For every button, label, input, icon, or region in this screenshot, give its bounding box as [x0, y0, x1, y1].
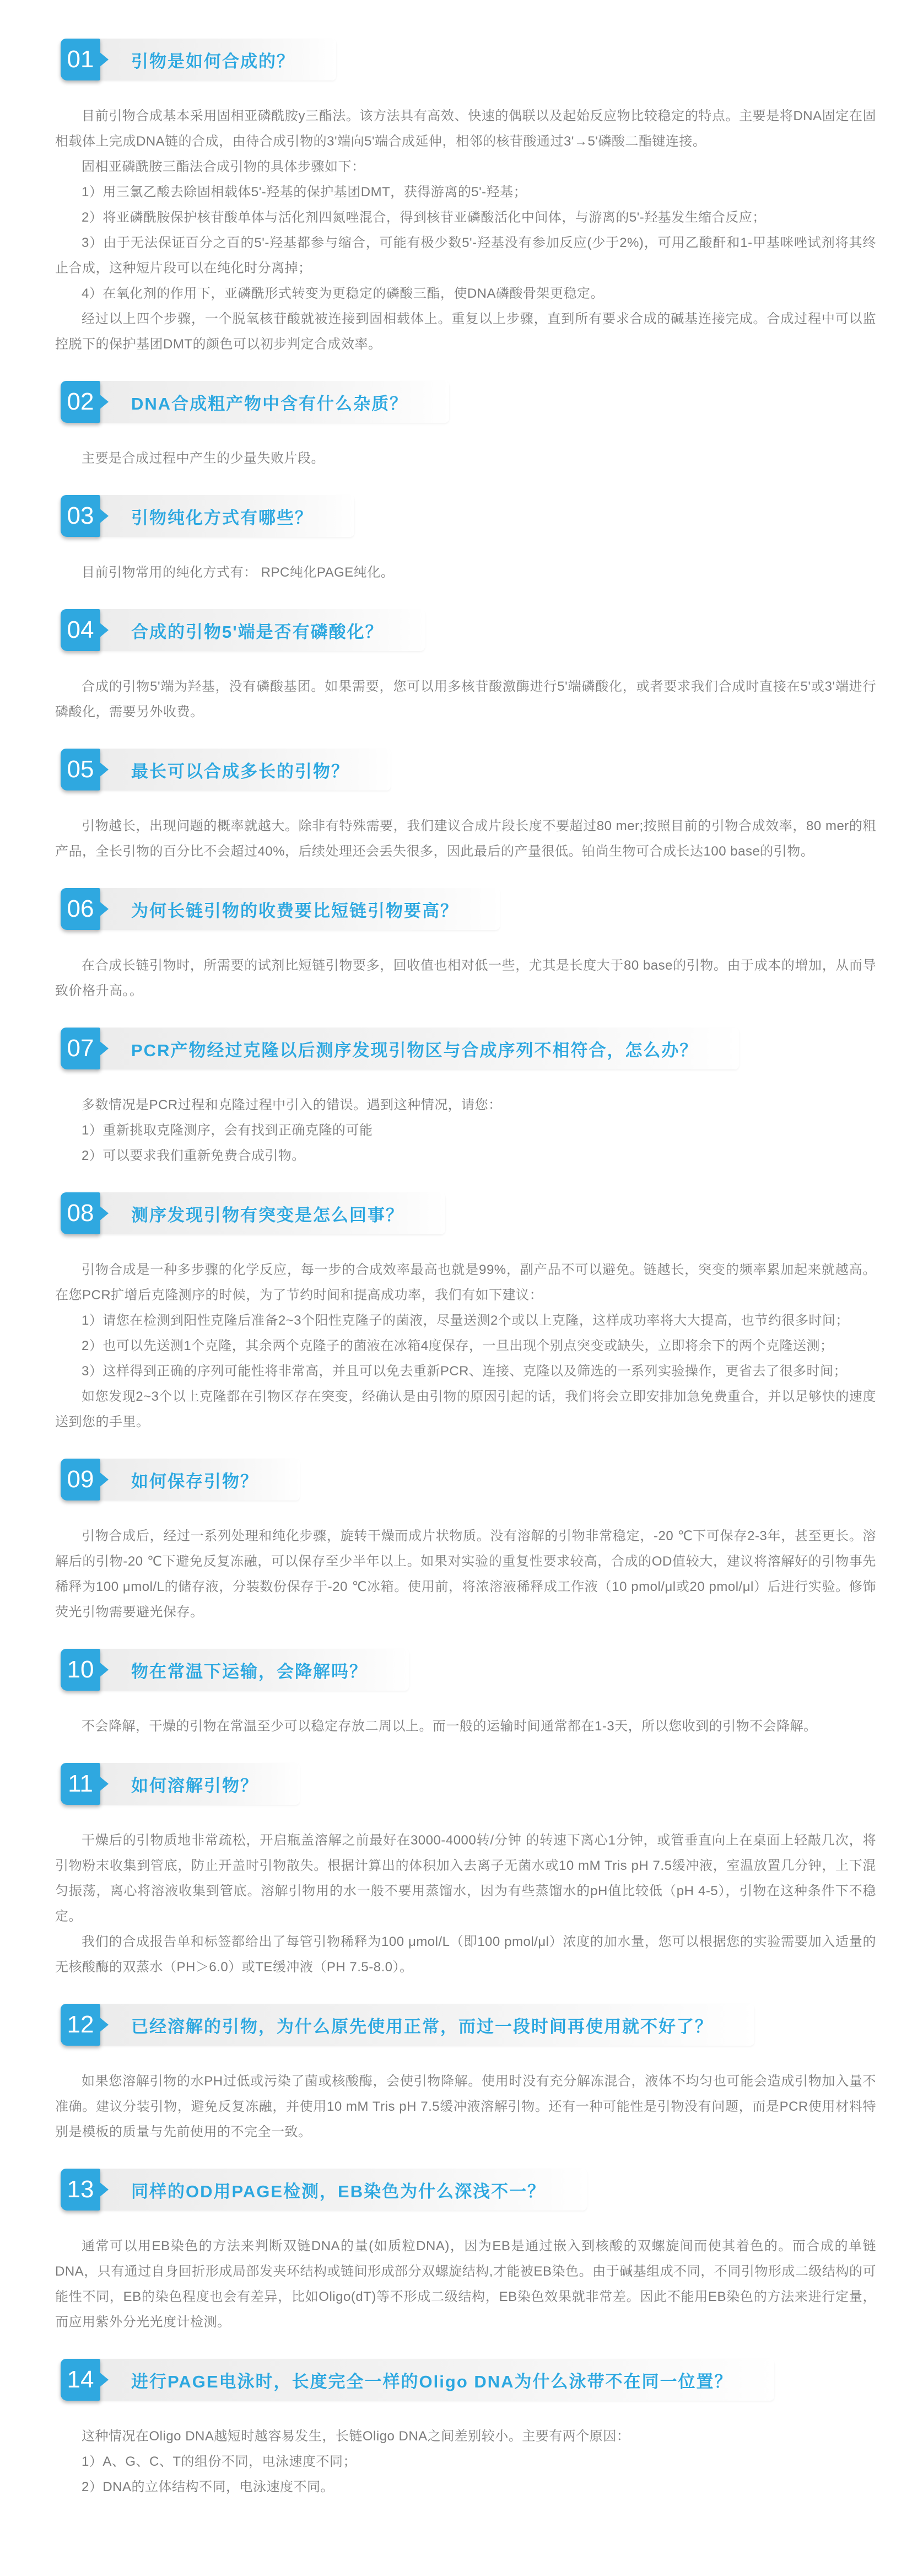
- question-header: [61, 495, 923, 537]
- question-number-badge: [61, 2169, 100, 2211]
- question-title: 为何长链引物的收费要比短链引物要高？: [131, 901, 458, 921]
- answer-paragraph: 我们的合成报告单和标签都给出了每管引物稀释为100 μmol/L（即100 pmol/μl）浓度的加水量，您可以根据您的实验需要加入适量的无核酸酶的双蒸水（PH＞6.0）或TE缓冲液（PH 7.5-8.0）。: [55, 1934, 876, 1975]
- answer-paragraph: 多数情况是PCR过程和克隆过程中引入的错误。遇到这种情况，请您：: [82, 1098, 502, 1112]
- question-bar: [94, 39, 336, 80]
- arrow-right-icon: [99, 1041, 109, 1056]
- answer-paragraph: 合成的引物5'端为羟基，没有磷酸基团。如果需要，您可以用多核苷酸激酶进行5'端磷酸化，或者要求我们合成时直接在5'或3'端进行磷酸化，需要另外收费。: [55, 679, 876, 719]
- question-bar: [94, 749, 391, 790]
- answer-paragraph: 4）在氧化剂的作用下，亚磷酰形式转变为更稳定的磷酸三酯，使DNA磷酸骨架更稳定。: [82, 286, 604, 301]
- answer-block: [55, 560, 876, 585]
- answer-paragraph: 主要是合成过程中产生的少量失败片段。: [82, 451, 325, 466]
- answer-block: [55, 2069, 876, 2145]
- question-bar: [94, 2169, 587, 2211]
- faq-item: [0, 1192, 923, 1435]
- faq-item: [0, 749, 923, 864]
- arrow-right-icon: [99, 394, 109, 410]
- answer-block: [55, 674, 876, 725]
- question-number-badge: [61, 381, 100, 423]
- faq-item: [0, 609, 923, 725]
- faq-item: [0, 1763, 923, 1980]
- answer-paragraph: 引物合成后，经过一系列处理和纯化步骤，旋转干燥而成片状物质。没有溶解的引物非常稳定，-20 ℃下可保存2-3年，甚至更长。溶解后的引物-20 ℃下避免反复冻融，可以保存至少半年以上。如果对实验的重复性要求较高，合成的OD值较大，建议将溶解好的引物事先稀释为100 μmol/L的储存液，分装数份保存于-20 ℃冰箱。使用前，将浓溶液稀释成工作液（10 pmol/μl或20 pmol/μl）后进行实验。修饰荧光引物需要避光保存。: [55, 1529, 876, 1620]
- answer-paragraph: 固相亚磷酰胺三酯法合成引物的具体步骤如下：: [82, 159, 365, 174]
- answer-paragraph: 3）由于无法保证百分之百的5'-羟基都参与缩合，可能有极少数5'-羟基没有参加反应(少于2%)，可用乙酸酐和1-甲基咪唑试剂将其终止合成，这种短片段可以在纯化时分离掉；: [55, 235, 876, 276]
- answer-paragraph: 这种情况在Oligo DNA越短时越容易发生，长链Oligo DNA之间差别较小。主要有两个原因：: [82, 2429, 630, 2444]
- question-header: [61, 2169, 923, 2211]
- arrow-right-icon: [99, 2372, 109, 2387]
- faq-item: [0, 381, 923, 471]
- answer-paragraph: 经过以上四个步骤，一个脱氧核苷酸就被连接到固相载体上。重复以上步骤，直到所有要求合成的碱基连接完成。合成过程中可以监控脱下的保护基团DMT的颜色可以初步判定合成效率。: [55, 311, 876, 352]
- answer-paragraph: 1）重新挑取克隆测序，会有找到正确克隆的可能: [82, 1123, 373, 1138]
- question-number-badge: [61, 609, 100, 651]
- answer-block: [55, 1714, 876, 1739]
- arrow-right-icon: [99, 2182, 109, 2197]
- question-header: [61, 2359, 923, 2401]
- question-bar: [94, 1459, 300, 1501]
- question-header: [61, 609, 923, 651]
- answer-block: [55, 104, 876, 357]
- question-title: DNA合成粗产物中含有什么杂质？: [131, 394, 408, 413]
- question-number-badge: [61, 1192, 100, 1234]
- question-header: [61, 381, 923, 423]
- faq-item: [0, 2359, 923, 2500]
- arrow-right-icon: [99, 2017, 109, 2032]
- answer-paragraph: 干燥后的引物质地非常疏松，开启瓶盖溶解之前最好在3000-4000转/分钟 的转速下离心1分钟，或管垂直向上在桌面上轻敲几次，将引物粉末收集到管底，防止开盖时引物散失。根据计算出的体积加入去离子无菌水或10 mM Tris pH 7.5缓冲液，室温放置几分钟，上下混匀振荡，离心将溶液收集到管底。溶解引物用的水一般不要用蒸馏水，因为有些蒸馏水的pH值比较低（pH 4-5），引物在这种条件下不稳定。: [55, 1833, 876, 1924]
- arrow-right-icon: [99, 1662, 109, 1677]
- question-number: 13: [67, 2176, 94, 2203]
- answer-paragraph: 1）请您在检测到阳性克隆后准备2~3个阳性克隆子的菌液，尽量送测2个或以上克隆，这样成功率将大大提高，也节约很多时间；: [82, 1313, 849, 1328]
- answer-paragraph: 2）可以要求我们重新免费合成引物。: [82, 1148, 305, 1163]
- question-number: 03: [67, 502, 94, 529]
- arrow-right-icon: [99, 1206, 109, 1221]
- answer-paragraph: 如果您溶解引物的水PH过低或污染了菌或核酸酶，会使引物降解。使用时没有充分解冻混合，液体不均匀也可能会造成引物加入量不准确。建议分装引物，避免反复冻融，并使用10 mM Tris pH 7.5缓冲液溶解引物。还有一种可能性是引物没有问题，而是PCR使用材料特别是模板的质量与先前使用的不完全一致。: [55, 2074, 876, 2139]
- question-number: 05: [67, 756, 94, 783]
- question-title: 进行PAGE电泳时，长度完全一样的Oligo DNA为什么泳带不在同一位置？: [131, 2371, 733, 2391]
- question-number-badge: [61, 2004, 100, 2046]
- question-title: 同样的OD用PAGE检测，EB染色为什么深浅不一？: [131, 2181, 546, 2201]
- question-title: 引物是如何合成的？: [131, 51, 295, 71]
- arrow-right-icon: [99, 52, 109, 67]
- answer-block: [55, 2424, 876, 2500]
- answer-block: [55, 953, 876, 1004]
- question-title: 物在常温下运输，会降解吗？: [131, 1661, 368, 1681]
- answer-paragraph: 2）将亚磷酰胺保护核苷酸单体与活化剂四氮唑混合，得到核苷亚磷酸活化中间体，与游离的5'-羟基发生缩合反应；: [82, 210, 766, 225]
- arrow-right-icon: [99, 1472, 109, 1487]
- answer-paragraph: 3）这样得到正确的序列可能性将非常高，并且可以免去重新PCR、连接、克隆以及筛选的一系列实验操作，更省去了很多时间；: [82, 1364, 848, 1379]
- question-bar: [94, 609, 425, 651]
- question-number: 11: [68, 1770, 93, 1797]
- arrow-right-icon: [99, 622, 109, 638]
- answer-paragraph: 目前引物常用的纯化方式有： RPC纯化PAGE纯化。: [82, 565, 395, 580]
- answer-block: [55, 814, 876, 864]
- faq-item: [0, 2004, 923, 2145]
- question-number-badge: [61, 39, 100, 80]
- answer-paragraph: 2）也可以先送测1个克隆，其余两个克隆子的菌液在冰箱4度保存，一旦出现个别点突变或缺失，立即将余下的两个克隆送测；: [82, 1338, 834, 1353]
- question-bar: [94, 2359, 774, 2401]
- question-number: 12: [67, 2011, 94, 2038]
- faq-item: [0, 1649, 923, 1739]
- question-bar: [94, 2004, 754, 2046]
- answer-paragraph: 2）DNA的立体结构不同，电泳速度不同。: [82, 2480, 334, 2494]
- question-number-badge: [61, 1649, 100, 1691]
- faq-item: [0, 888, 923, 1004]
- question-title: 如何保存引物？: [131, 1471, 258, 1491]
- question-title: 测序发现引物有突变是怎么回事？: [131, 1205, 404, 1225]
- arrow-right-icon: [99, 508, 109, 524]
- question-number: 06: [67, 895, 94, 922]
- question-header: [61, 1763, 923, 1805]
- question-header: [61, 1192, 923, 1234]
- answer-block: [55, 1828, 876, 1980]
- answer-block: [55, 2234, 876, 2335]
- question-number-badge: [61, 1028, 100, 1069]
- answer-paragraph: 引物合成是一种多步骤的化学反应，每一步的合成效率最高也就是99%，副产品不可以避免。链越长，突变的频率累加起来就越高。在您PCR扩增后克隆测序的时候，为了节约时间和提高成功率，我们有如下建议：: [55, 1262, 876, 1303]
- question-bar: [94, 1649, 409, 1691]
- question-title: PCR产物经过克隆以后测序发现引物区与合成序列不相符合，怎么办？: [131, 1040, 698, 1060]
- answer-paragraph: 1）A、G、C、T的组份不同，电泳速度不同；: [82, 2454, 357, 2469]
- answer-paragraph: 通常可以用EB染色的方法来判断双链DNA的量(如质粒DNA)，因为EB是通过嵌入到核酸的双螺旋间而使其着色的。而合成的单链DNA，只有通过自身回折形成局部发夹环结构或链间形成部分双螺旋结构,才能被EB染色。由于碱基组成不同，不同引物形成二级结构的可能性不同，EB的染色程度也会有差异，比如Oligo(dT)等不形成二级结构，EB染色效果就非常差。因此不能用EB染色的方法来进行定量，而应用紫外分光光度计检测。: [55, 2239, 876, 2330]
- answer-block: [55, 446, 876, 471]
- question-title: 引物纯化方式有哪些？: [131, 508, 313, 528]
- question-title: 合成的引物5'端是否有磷酸化？: [131, 622, 384, 642]
- answer-paragraph: 在合成长链引物时，所需要的试剂比短链引物要多，回收值也相对低一些，尤其是长度大于80 base的引物。由于成本的增加，从而导致价格升高。。: [55, 958, 876, 998]
- question-bar: [94, 495, 354, 537]
- answer-paragraph: 引物越长，出现问题的概率就越大。除非有特殊需要，我们建议合成片段长度不要超过80 mer;按照目前的引物合成效率，80 mer的粗产品，全长引物的百分比不会超过40%，后续处理还会丢失很多，因此最后的产量很低。铂尚生物可合成长达100 base的引物。: [55, 819, 876, 859]
- question-header: [61, 1459, 923, 1501]
- question-title: 如何溶解引物？: [131, 1776, 258, 1795]
- question-title: 已经溶解的引物，为什么原先使用正常，而过一段时间再使用就不好了？: [131, 2016, 713, 2036]
- question-number-badge: [61, 1763, 100, 1805]
- question-number: 07: [67, 1035, 94, 1062]
- question-header: [61, 2004, 923, 2046]
- question-bar: [94, 888, 500, 930]
- question-title: 最长可以合成多长的引物？: [131, 761, 349, 781]
- question-number-badge: [61, 495, 100, 537]
- question-number-badge: [61, 888, 100, 930]
- question-number-badge: [61, 749, 100, 790]
- question-number-badge: [61, 2359, 100, 2401]
- faq-item: [0, 1459, 923, 1625]
- question-bar: [94, 1763, 300, 1805]
- faq-item: [0, 1028, 923, 1169]
- question-header: [61, 749, 923, 790]
- question-bar: [94, 1192, 445, 1234]
- question-number: 01: [67, 46, 94, 73]
- arrow-right-icon: [99, 762, 109, 777]
- question-number: 08: [67, 1200, 94, 1227]
- answer-paragraph: 不会降解，干燥的引物在常温至少可以稳定存放二周以上。而一般的运输时间通常都在1-3天，所以您收到的引物不会降解。: [82, 1719, 817, 1734]
- faq-item: [0, 39, 923, 357]
- faq-list: [0, 39, 923, 2500]
- question-number: 09: [67, 1466, 94, 1493]
- question-bar: [94, 381, 449, 423]
- answer-paragraph: 如您发现2~3个以上克隆都在引物区存在突变，经确认是由引物的原因引起的话，我们将会立即安排加急免费重合，并以足够快的速度送到您的手里。: [55, 1389, 876, 1429]
- faq-item: [0, 495, 923, 585]
- arrow-right-icon: [99, 901, 109, 917]
- question-number: 14: [67, 2366, 94, 2393]
- question-bar: [94, 1028, 739, 1069]
- arrow-right-icon: [99, 1776, 109, 1792]
- question-header: [61, 1028, 923, 1069]
- question-number: 10: [67, 1656, 94, 1683]
- question-number: 04: [67, 616, 94, 643]
- question-number: 02: [67, 388, 94, 415]
- answer-block: [55, 1093, 876, 1169]
- answer-block: [55, 1257, 876, 1435]
- answer-block: [55, 1524, 876, 1625]
- answer-paragraph: 目前引物合成基本采用固相亚磷酰胺y三酯法。该方法具有高效、快速的偶联以及起始反应物比较稳定的特点。主要是将DNA固定在固相载体上完成DNA链的合成，由待合成引物的3'端向5'端合成延伸，相邻的核苷酸通过3'→5'磷酸二酯键连接。: [55, 109, 876, 149]
- question-number-badge: [61, 1459, 100, 1501]
- question-header: [61, 888, 923, 930]
- faq-item: [0, 2169, 923, 2335]
- question-header: [61, 39, 923, 80]
- question-header: [61, 1649, 923, 1691]
- answer-paragraph: 1）用三氯乙酸去除固相载体5'-羟基的保护基团DMT，获得游离的5'-羟基；: [82, 185, 527, 200]
